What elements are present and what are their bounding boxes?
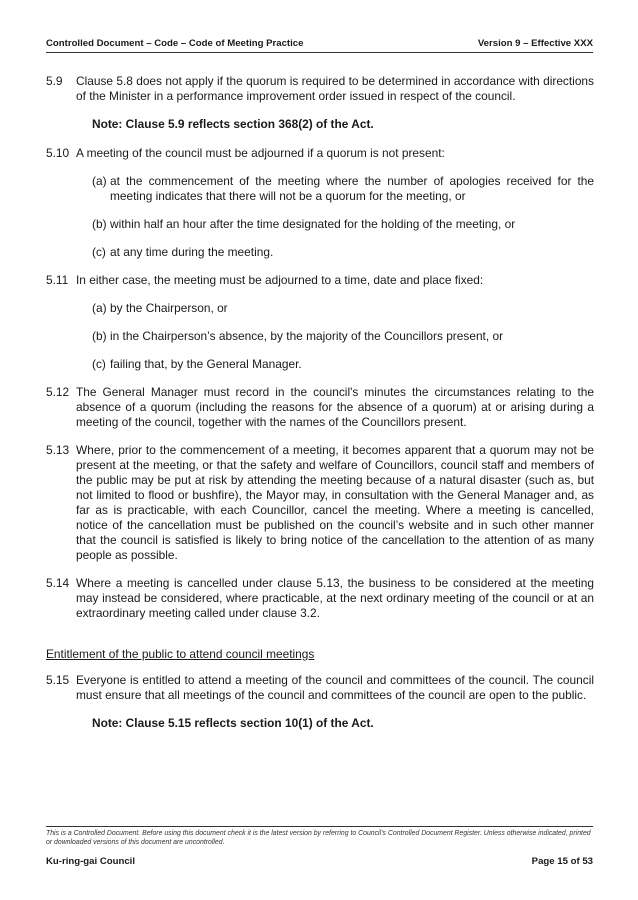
sub-label: (b): [92, 217, 107, 231]
clause-number: 5.10: [46, 146, 70, 160]
clause-5-10-b: [92, 217, 594, 232]
sub-text: at the commencement of the meeting where the number of apologies received for the meeting indicates that there will not be a quorum for the meeting, or: [110, 174, 594, 203]
footer-disclaimer: This is a Controlled Document. Before using this document check it is the latest version by referring to Council’s Controlled Document Register. Unless otherwise indicated, printed or downloaded versions of this document are uncontrolled.: [46, 830, 591, 846]
sub-label: (a): [92, 301, 107, 315]
clause-text: Where, prior to the commencement of a meeting, it becomes apparent that a quorum may not be present at the meeting, or that the safety and welfare of Councillors, council staff and members of the public may be put at risk by attending the meeting because of a natural disaster (such as, but not limited to flood or bushfire), the Mayor may, in consultation with the General Manager and, as far as is practicable, with each Councillor, cancel the meeting. Where a meeting is cancelled, notice of the cancellation must be published on the council’s website and in such other manner that the council is satisfied is likely to bring notice of the cancellation to the attention of as many people as possible.: [76, 443, 594, 562]
document-body: [46, 74, 594, 745]
sub-label: (c): [92, 245, 106, 259]
clause-number: 5.14: [46, 576, 70, 590]
clause-number: 5.15: [46, 673, 70, 687]
clause-5-10: [46, 146, 594, 161]
clause-text: A meeting of the council must be adjourned if a quorum is not present:: [76, 146, 445, 160]
clause-5-10-a: [92, 174, 594, 204]
note-5-15: Note: Clause 5.15 reflects section 10(1) of the Act.: [92, 716, 374, 730]
clause-5-11-a: [92, 301, 594, 316]
clause-5-11: [46, 273, 594, 288]
page-footer: [46, 856, 593, 867]
clause-text: Where a meeting is cancelled under clause 5.13, the business to be considered at the meeting may instead be considered, where practicable, at the next ordinary meeting of the council or at an extraordinary meeting called under clause 3.2.: [76, 576, 594, 620]
page-number: Page 15 of 53: [531, 856, 593, 867]
page-header: [46, 38, 593, 53]
clause-5-12: [46, 385, 594, 430]
clause-5-15: [46, 673, 594, 703]
clause-5-11-c: [92, 357, 594, 372]
sub-text: failing that, by the General Manager.: [110, 357, 302, 371]
clause-5-9: [46, 74, 594, 104]
sub-text: in the Chairperson’s absence, by the majority of the Councillors present, or: [110, 329, 504, 343]
footer-divider: [46, 826, 593, 827]
note-5-9: Note: Clause 5.9 reflects section 368(2) of the Act.: [92, 117, 374, 131]
clause-text: Everyone is entitled to attend a meeting of the council and committees of the council. The council must ensure that all meetings of the council and committees of the council are open to the public.: [76, 673, 594, 702]
clause-number: 5.9: [46, 74, 63, 88]
clause-5-14: [46, 576, 594, 621]
header-version: Version 9 – Effective XXX: [477, 38, 593, 49]
header-document-title: Controlled Document – Code – Code of Meeting Practice: [46, 38, 304, 49]
section-heading: Entitlement of the public to attend council meetings: [46, 647, 315, 661]
sub-label: (b): [92, 329, 107, 343]
clause-number: 5.12: [46, 385, 70, 399]
clause-number: 5.13: [46, 443, 70, 457]
clause-text: In either case, the meeting must be adjourned to a time, date and place fixed:: [76, 273, 484, 287]
clause-text: The General Manager must record in the council's minutes the circumstances relating to the absence of a quorum (including the reasons for the absence of a quorum) at or arising during a meeting of the council, together with the names of the Councillors present.: [76, 385, 594, 429]
clause-5-13: [46, 443, 594, 563]
clause-5-10-c: [92, 245, 594, 260]
footer-organisation: Ku-ring-gai Council: [46, 856, 135, 867]
sub-text: within half an hour after the time designated for the holding of the meeting, or: [110, 217, 516, 231]
sub-text: at any time during the meeting.: [110, 245, 274, 259]
sub-text: by the Chairperson, or: [110, 301, 228, 315]
sub-label: (c): [92, 357, 106, 371]
clause-text: Clause 5.8 does not apply if the quorum is required to be determined in accordance with directions of the Minister in a performance improvement order issued in respect of the council.: [76, 74, 594, 103]
clause-number: 5.11: [46, 273, 69, 287]
clause-5-11-b: [92, 329, 594, 344]
sub-label: (a): [92, 174, 107, 188]
